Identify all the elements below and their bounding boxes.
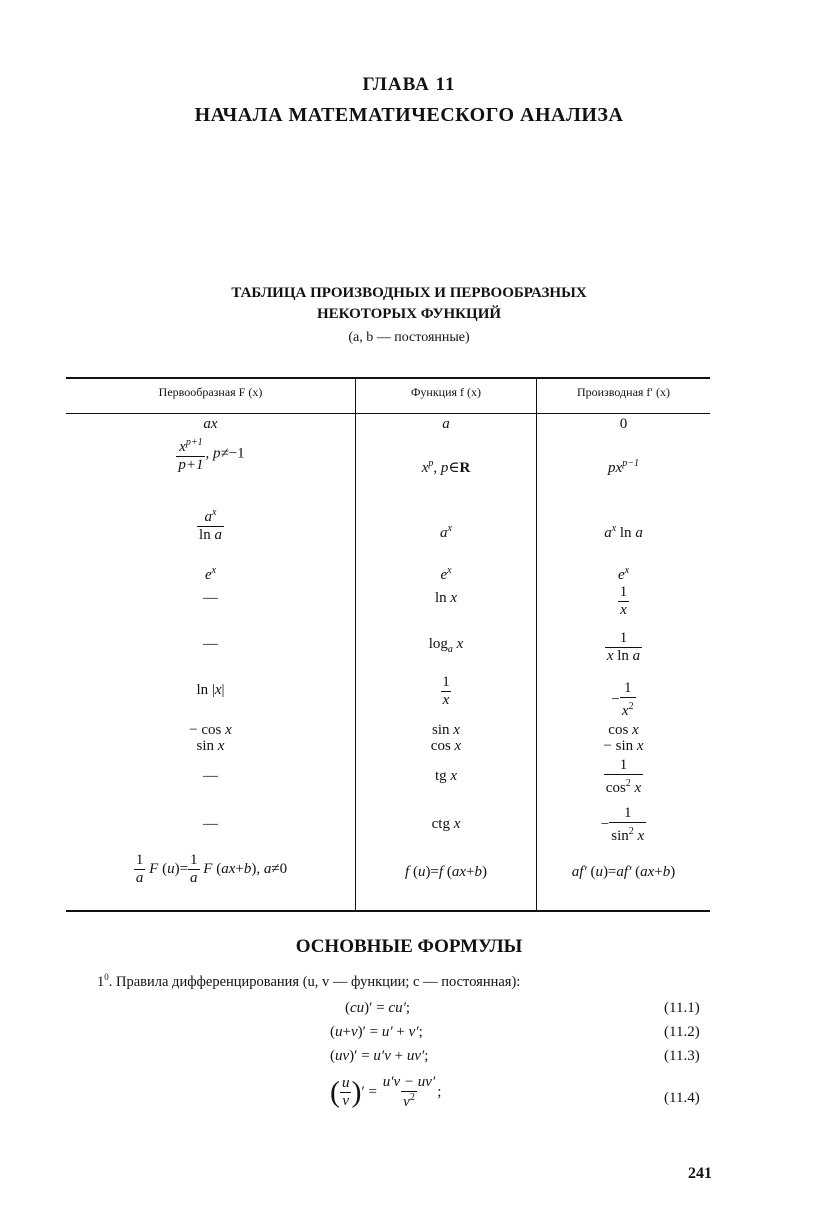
rule-1-text: . Правила дифференцирования (u, v — функции; c — постоянная): [108,973,521,990]
cell-d-row2: $px^{p-1}$ [608,458,639,476]
cell-F-row2: $\frac{x^{p+1}}{p+1}$ , p≠−1 [178,437,245,473]
cell-f-row7: $\frac{1}{x}$ [442,674,450,708]
header-function: Функция f (x) [410,385,482,399]
cell-F-row8: − cos x [189,722,232,738]
table-top-rule [66,377,710,379]
cell-d-row5: $\frac{1}{x}$ [619,584,628,618]
cell-f-row12: f (u)=f (ax+b) [405,864,487,880]
cell-f-row10: tg x [434,768,458,784]
formula-number-4: (11.4) [664,1090,700,1106]
table-note: (a, b — постоянные) [348,330,470,345]
table-title-line2: НЕКОТОРЫХ ФУНКЦИЙ [316,306,502,322]
cell-F-row11: — [203,816,218,832]
cell-d-row1: 0 [619,416,628,432]
rule-1-marker: 1 [97,973,105,990]
cell-d-row11: − $\frac{1}{\sin^2 x}$ [600,805,645,844]
cell-F-row3: $\frac{a^x}{\text{ln a}}$ [199,507,222,543]
cell-F-row10: — [203,768,218,784]
cell-F-row1: ax [203,416,218,432]
cell-f-row4: $e^x$ [440,565,452,583]
cell-F-row9: sin x [196,738,225,754]
page-number: 241 [688,1165,712,1182]
formula-11-1: (cu)′ = cu′; [345,1000,411,1016]
cell-d-row6: $\frac{1}{\text{x ln a}}$ [606,630,641,664]
formula-11-3: (uv)′ = u′v + uv′; [330,1048,429,1064]
cell-f-row3: $a^x$ [440,523,452,541]
rule-1-degree: 0 [104,972,109,982]
chapter-label: ГЛАВА 11 [362,74,456,95]
cell-d-row8: cos x [608,722,639,738]
rule-1-heading [97,972,520,991]
cell-d-row12: af′ (u)=af′ (ax+b) [571,864,676,880]
section-title: ОСНОВНЫЕ ФОРМУЛЫ [295,936,523,957]
cell-f-row11: ctg x [431,816,461,832]
cell-f-row1: a [442,416,450,432]
cell-f-row8: sin x [432,722,460,738]
cell-F-row4: $e^x$ [204,565,217,583]
cell-d-row3: $a^x$ ln a [604,523,643,541]
cell-d-row10: $\frac{1}{\cos^2 x}$ [605,757,642,796]
formula-11-4: ( $\frac{u}{v}$ )′ = $\frac{u'v - uv'}{v^2}$ ; [330,1074,442,1110]
cell-d-row4: $e^x$ [617,565,630,583]
table-title-line1: ТАБЛИЦА ПРОИЗВОДНЫХ И ПЕРВООБРАЗНЫХ [231,285,587,301]
formula-number-1: (11.1) [664,1000,700,1016]
cell-f-row5: ln x [434,590,458,606]
header-derivative: Производная f′ (x) [576,385,671,399]
formula-11-2: (u+v)′ = u′ + v′; [330,1024,423,1040]
cell-F-row7: ln |x| [196,682,225,698]
cell-f-row6: $\log_a x$ [428,636,464,655]
cell-d-row7: − $\frac{1}{x^2}$ [611,680,634,719]
cell-f-row9: cos x [430,738,462,754]
header-antiderivative: Первообразная F (x) [158,385,263,399]
table-bottom-rule [66,910,710,912]
formula-number-2: (11.2) [664,1024,700,1040]
chapter-title: НАЧАЛА МАТЕМАТИЧЕСКОГО АНАЛИЗА [194,104,624,126]
table-header-rule [66,413,710,414]
formula-number-3: (11.3) [664,1048,700,1064]
cell-F-row6: — [203,636,218,652]
cell-F-row12: $\frac{1}{a}$ F (u)= $\frac{1}{a}$ F (ax+b), a≠0 [135,852,288,886]
cell-F-row5: — [203,590,218,606]
cell-d-row9: − sin x [603,738,644,754]
cell-f-row2: $x^p$, p∈R [421,458,471,476]
